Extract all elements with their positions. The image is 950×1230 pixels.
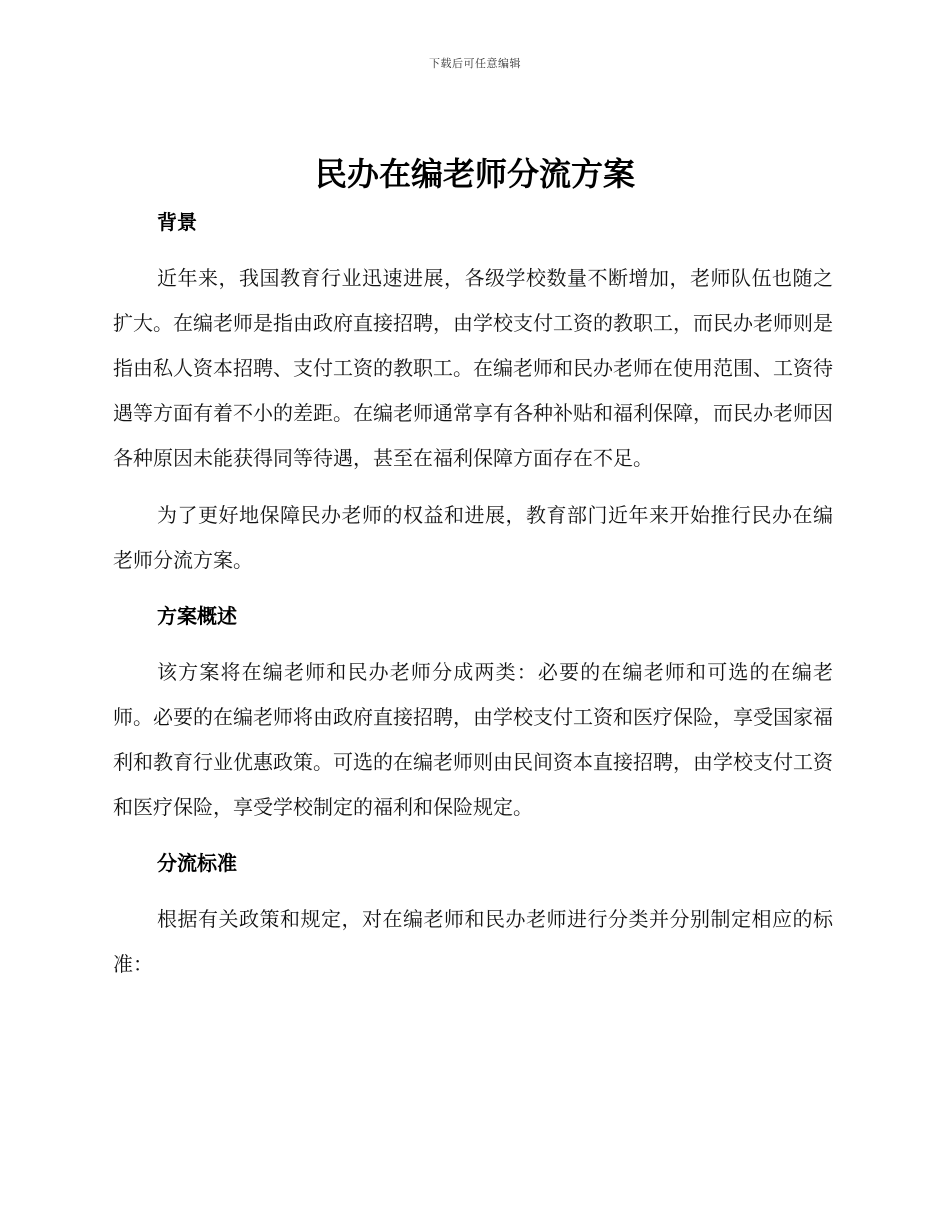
section-background	[113, 202, 833, 583]
paragraph: 为了更好地保障民办老师的权益和进展，教育部门近年来开始推行民办在编老师分流方案。	[113, 503, 833, 572]
section-heading: 背景	[157, 210, 197, 234]
section-heading: 分流标准	[157, 851, 237, 875]
paragraph: 近年来，我国教育行业迅速进展，各级学校数量不断增加，老师队伍也随之扩大。在编老师是指由政府直接招聘，由学校支付工资的教职工，而民办老师则是指由私人资本招聘、支付工资的教职工。在编老师和民办老师在使用范围、工资待遇等方面有着不小的差距。在编老师通常享有各种补贴和福利保障，而民办老师因各种原因未能获得同等待遇，甚至在福利保障方面存在不足。	[113, 266, 833, 470]
document-body	[113, 202, 833, 987]
section-criteria	[113, 843, 833, 987]
document-title: 民办在编老师分流方案	[314, 155, 635, 193]
paragraph: 根据有关政策和规定，对在编老师和民办老师进行分类并分别制定相应的标准：	[113, 907, 833, 976]
paragraph: 该方案将在编老师和民办老师分成两类：必要的在编老师和可选的在编老师。必要的在编老师将由政府直接招聘，由学校支付工资和医疗保险，享受国家福利和教育行业优惠政策。可选的在编老师则由民间资本直接招聘，由学校支付工资和医疗保险，享受学校制定的福利和保险规定。	[113, 660, 833, 819]
section-heading: 方案概述	[157, 604, 237, 628]
page-header-note: 下载后可任意编辑	[429, 57, 521, 70]
section-overview	[113, 596, 833, 830]
